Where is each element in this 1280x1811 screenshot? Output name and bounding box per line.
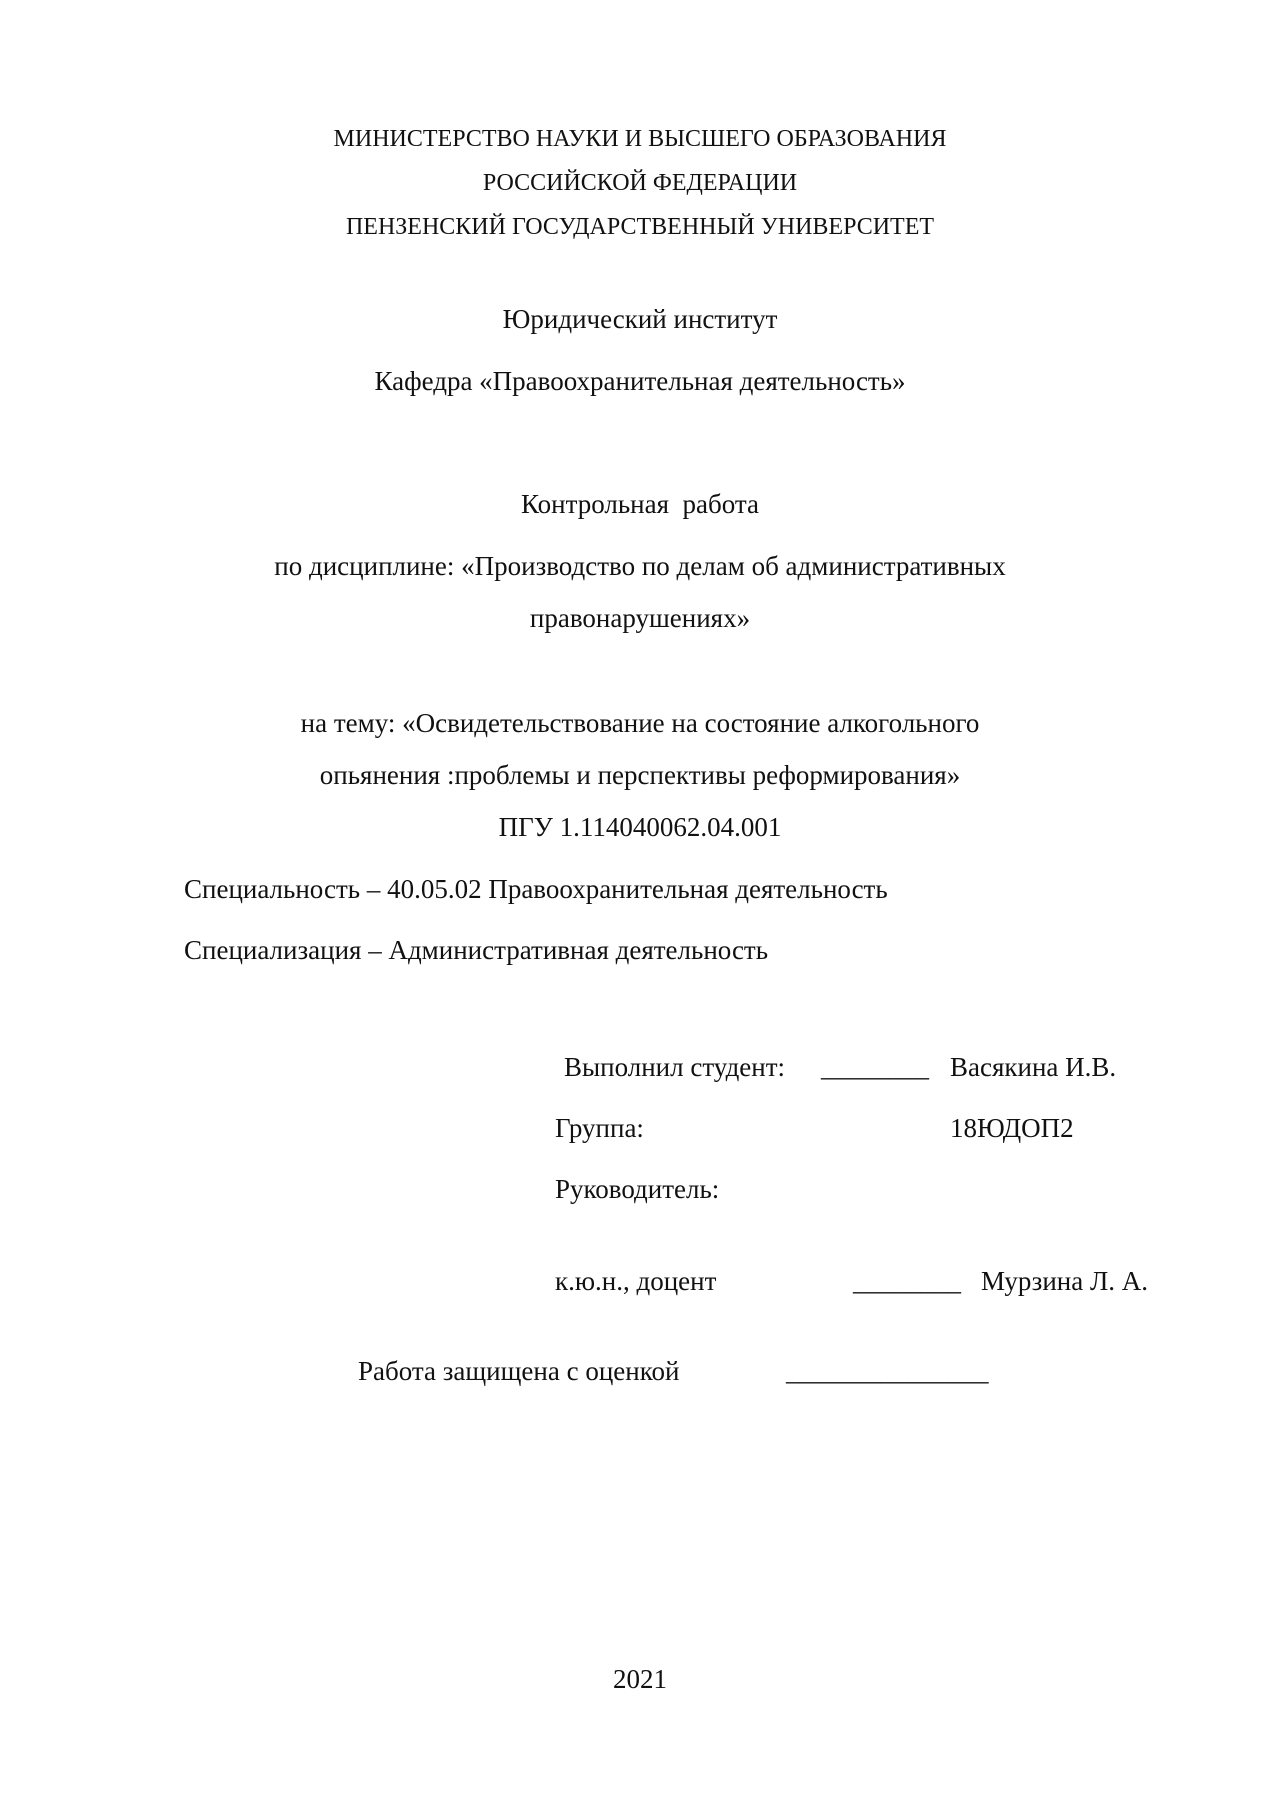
- discipline-line-2: правонарушениях»: [529, 603, 751, 633]
- specialty-line: Специальность – 40.05.02 Правоохранительная деятельность: [184, 874, 888, 904]
- department-name: Кафедра «Правоохранительная деятельность»: [374, 366, 906, 396]
- topic-line-1: на тему: «Освидетельствование на состояние алкогольного: [300, 708, 980, 738]
- group-value: 18ЮДОП2: [950, 1113, 1074, 1143]
- student-label: Выполнил студент:: [564, 1052, 786, 1082]
- supervisor-signature-blank: ________: [853, 1266, 961, 1296]
- supervisor-name: Мурзина Л. А.: [981, 1266, 1149, 1296]
- discipline-line-1: по дисциплине: «Производство по делам об административных: [274, 551, 1006, 581]
- supervisor-label: Руководитель:: [555, 1174, 720, 1204]
- topic-line-2: опьянения :проблемы и перспективы реформирования»: [319, 760, 961, 790]
- supervisor-title: к.ю.н., доцент: [555, 1266, 717, 1296]
- ministry-line-2: РОССИЙСКОЙ ФЕДЕРАЦИИ: [482, 170, 798, 196]
- university-name: ПЕНЗЕНСКИЙ ГОСУДАРСТВЕННЫЙ УНИВЕРСИТЕТ: [345, 214, 935, 240]
- work-type: Контрольная работа: [520, 489, 759, 519]
- ministry-line-1: МИНИСТЕРСТВО НАУКИ И ВЫСШЕГО ОБРАЗОВАНИЯ: [333, 126, 947, 152]
- group-label: Группа:: [555, 1113, 644, 1143]
- grade-label: Работа защищена с оценкой: [358, 1356, 680, 1386]
- student-name: Васякина И.В.: [950, 1052, 1117, 1082]
- grade-blank: _______________: [786, 1356, 989, 1386]
- document-code: ПГУ 1.114040062.04.001: [498, 812, 782, 842]
- year: 2021: [613, 1664, 667, 1694]
- institute-name: Юридический институт: [502, 304, 778, 334]
- specialization-line: Специализация – Административная деятельность: [184, 935, 769, 965]
- student-signature-blank: ________: [821, 1052, 929, 1082]
